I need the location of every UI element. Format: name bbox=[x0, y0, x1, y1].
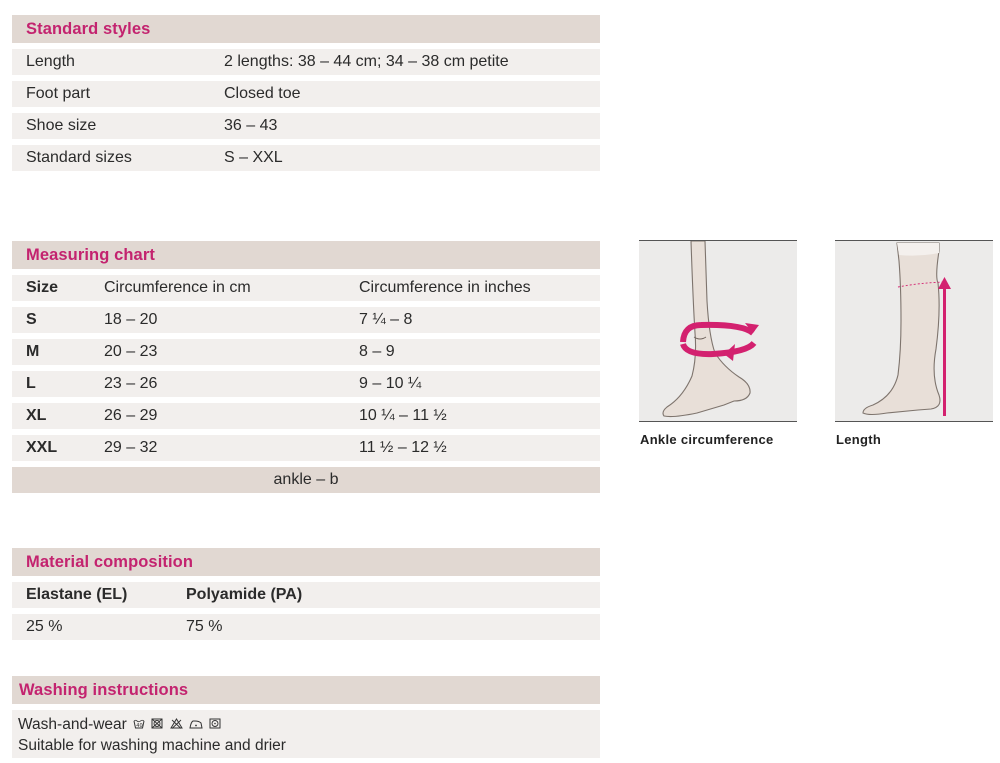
measuring-chart-section bbox=[12, 241, 600, 493]
wash-tub-icon bbox=[133, 714, 145, 735]
length-illustration bbox=[835, 240, 993, 422]
column-header: Circumference in inches bbox=[359, 279, 531, 296]
wash-line: Suitable for washing machine and drier bbox=[18, 737, 286, 755]
row-label: Foot part bbox=[26, 85, 91, 102]
inch-cell: 11 ½ – 12 ½ bbox=[359, 439, 447, 456]
cm-cell: 26 – 29 bbox=[104, 407, 158, 424]
column-header: Size bbox=[26, 279, 59, 296]
footer-note: ankle – b bbox=[273, 471, 339, 488]
inch-cell: 7 ¼ – 8 bbox=[359, 311, 413, 328]
standard-styles-section bbox=[12, 15, 600, 171]
table-row bbox=[12, 435, 600, 461]
tumble-dry-icon bbox=[209, 714, 221, 735]
section-header: Material composition bbox=[12, 548, 600, 576]
svg-text:40: 40 bbox=[136, 723, 143, 730]
wash-and-wear-text: Wash-and-wear bbox=[18, 716, 127, 733]
cm-cell: 29 – 32 bbox=[104, 439, 158, 456]
table-row bbox=[12, 49, 600, 75]
table-footer bbox=[12, 467, 600, 493]
inch-cell: 9 – 10 ¼ bbox=[359, 375, 422, 392]
column-header: Polyamide (PA) bbox=[186, 586, 303, 603]
inch-cell: 8 – 9 bbox=[359, 343, 395, 360]
table-header-row bbox=[12, 275, 600, 301]
iron-icon bbox=[189, 714, 203, 735]
no-bleach-icon bbox=[151, 714, 163, 735]
table-row bbox=[12, 339, 600, 365]
table-row bbox=[12, 307, 600, 333]
size-cell: XL bbox=[26, 407, 47, 424]
size-cell: L bbox=[26, 375, 36, 392]
column-header: Circumference in cm bbox=[104, 279, 251, 296]
row-value: Closed toe bbox=[224, 85, 301, 102]
column-header: Elastane (EL) bbox=[26, 586, 128, 603]
cm-cell: 23 – 26 bbox=[104, 375, 158, 392]
section-header: Washing instructions bbox=[12, 676, 600, 704]
washing-instructions-section bbox=[12, 676, 600, 758]
row-value: 2 lengths: 38 – 44 cm; 34 – 38 cm petite bbox=[224, 53, 509, 70]
washing-text-block bbox=[12, 710, 600, 758]
table-row bbox=[12, 113, 600, 139]
percent-cell: 25 % bbox=[26, 618, 63, 635]
section-header: Standard styles bbox=[12, 15, 600, 43]
figure-caption: Length bbox=[836, 432, 882, 447]
table-row bbox=[12, 145, 600, 171]
no-chlorine-icon bbox=[170, 714, 183, 735]
cm-cell: 18 – 20 bbox=[104, 311, 158, 328]
size-cell: XXL bbox=[26, 439, 58, 456]
inch-cell: 10 ¼ – 11 ½ bbox=[359, 407, 447, 424]
size-cell: M bbox=[26, 343, 40, 360]
section-header: Measuring chart bbox=[12, 241, 600, 269]
row-label: Standard sizes bbox=[26, 149, 132, 166]
table-row bbox=[12, 614, 600, 640]
row-label: Shoe size bbox=[26, 117, 97, 134]
figure-caption: Ankle circumference bbox=[640, 432, 774, 447]
material-composition-section bbox=[12, 548, 600, 640]
wash-line bbox=[18, 714, 594, 735]
row-value: S – XXL bbox=[224, 149, 283, 166]
size-cell: S bbox=[26, 311, 37, 328]
row-label: Length bbox=[26, 53, 75, 70]
table-row bbox=[12, 403, 600, 429]
row-value: 36 – 43 bbox=[224, 117, 278, 134]
ankle-circumference-illustration bbox=[639, 240, 797, 422]
table-row bbox=[12, 81, 600, 107]
cm-cell: 20 – 23 bbox=[104, 343, 158, 360]
table-row bbox=[12, 371, 600, 397]
table-header-row bbox=[12, 582, 600, 608]
percent-cell: 75 % bbox=[186, 618, 223, 635]
